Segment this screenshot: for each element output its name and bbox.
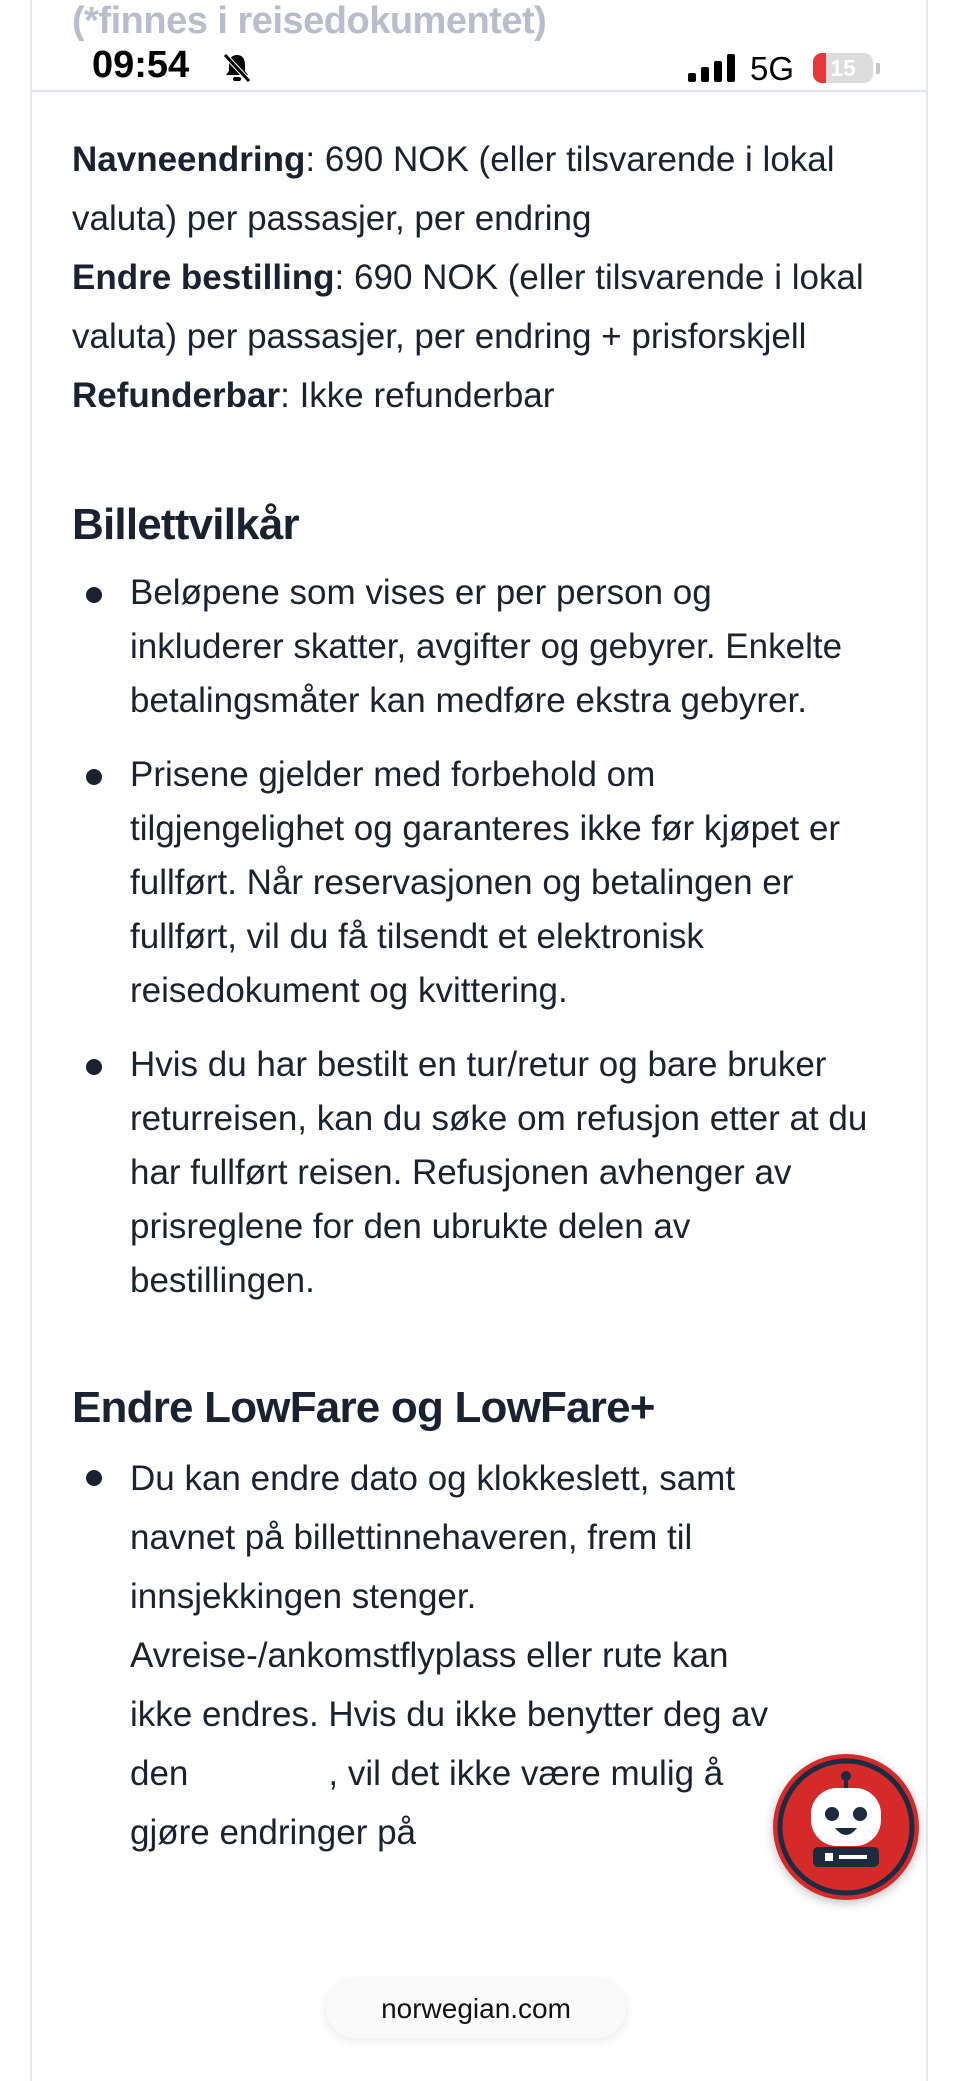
section-heading-change-lowfare: Endre LowFare og LowFare+ [72, 1383, 655, 1432]
bullet-icon [86, 1470, 102, 1486]
list-item: Hvis du har bestilt en tur/retur og bare bruker returreisen, kan du søke om refusjon etter at du har fullført reisen. Refusjonen avhenger av prisreglene for den ubrukte delen av bestillingen. [72, 1038, 872, 1308]
url-bar[interactable] [326, 1980, 626, 2038]
chat-assistant-button[interactable] [773, 1754, 919, 1900]
battery-level: 15 [830, 55, 856, 81]
header-divider [30, 90, 928, 92]
change-rules-list [72, 1449, 872, 1862]
list-item: Du kan endre dato og klokkeslett, samt navnet på billettinnehaveren, frem til innsjekkingen stenger. Avreise-/ankomstflyplass eller rute kan ikke endres. Hvis du ikke benytter deg av den , vil det ikke være mulig å gjøre endringer på [72, 1449, 872, 1862]
fee-text: Ikke refunderbar [299, 376, 555, 415]
fee-label: Navneendring [72, 140, 306, 179]
fee-text: 690 NOK (eller tilsvarende i lokal valuta) per passasjer, per endring + prisforskjell [72, 258, 864, 356]
ticket-terms-list [72, 566, 872, 1308]
network-type: 5G [750, 50, 795, 87]
list-item: Beløpene som vises er per person og inkluderer skatter, avgifter og gebyrer. Enkelte betalingsmåter kan medføre ekstra gebyrer. [72, 566, 872, 728]
section-heading-ticket-terms: Billettvilkår [72, 500, 299, 549]
bullet-icon [86, 587, 102, 603]
fee-change-booking: Endre bestilling: 690 NOK (eller tilsvarende i lokal valuta) per passasjer, per endring + prisforskjell [72, 258, 864, 356]
scrolled-heading: (*finnes i reisedokumentet) [72, 0, 547, 42]
fee-label: Refunderbar [72, 376, 281, 415]
fee-text: 690 NOK (eller tilsvarende i lokal valuta) per passasjer, per endring [72, 140, 835, 238]
fee-label: Endre bestilling [72, 258, 335, 297]
fee-refundable: Refunderbar: Ikke refunderbar [72, 376, 555, 415]
status-bar [0, 38, 960, 94]
fare-rules-content [72, 130, 872, 1862]
battery-icon [813, 53, 873, 83]
battery-tip [876, 63, 880, 74]
chat-robot-icon [773, 1754, 919, 1900]
signal-bars-icon [688, 54, 738, 82]
list-item: Prisene gjelder med forbehold om tilgjengelighet og garanteres ikke før kjøpet er fullført. Når reservasjonen og betalingen er fullført, vil du få tilsendt et elektronisk reisedokument og kvittering. [72, 748, 872, 1018]
bullet-icon [86, 769, 102, 785]
url-text: norwegian.com [381, 1993, 571, 2024]
bullet-icon [86, 1059, 102, 1075]
bell-muted-icon [222, 52, 252, 84]
status-time: 09:54 [92, 44, 190, 86]
fee-name-change: Navneendring: 690 NOK (eller tilsvarende i lokal valuta) per passasjer, per endring [72, 140, 835, 238]
